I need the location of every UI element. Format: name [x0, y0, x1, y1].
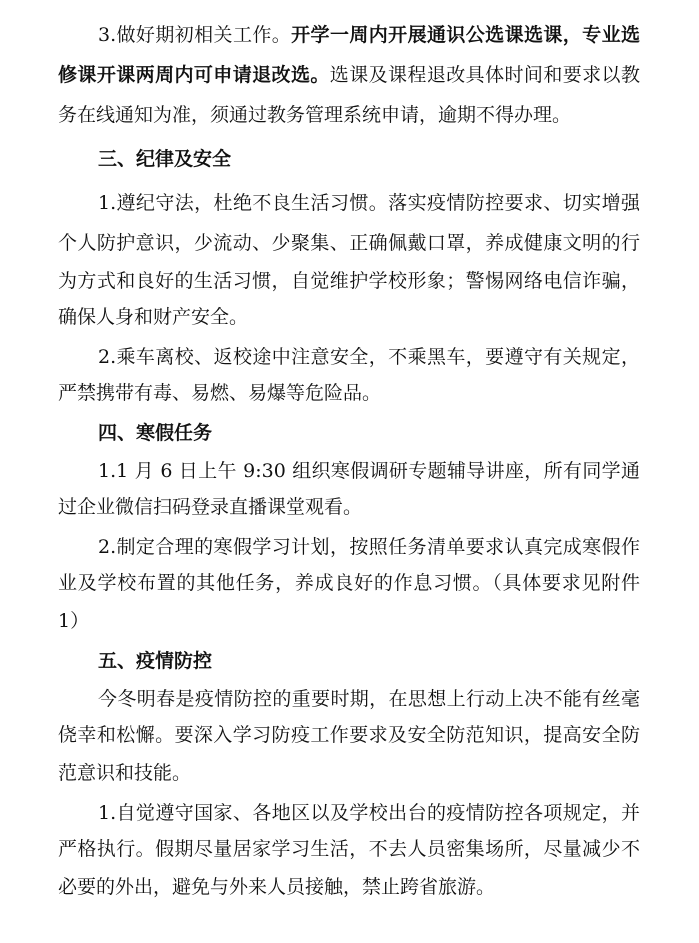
section-heading: 三、纪律及安全 — [98, 148, 232, 170]
paragraph-line: 2.制定合理的寒假学习计划，按照任务清单要求认真完成寒假作 — [98, 536, 640, 558]
section-heading: 五、疫情防控 — [98, 650, 213, 672]
bold-text: 修课开课两周内可申请退改选。 — [58, 64, 330, 86]
paragraph-line: 1.自觉遵守国家、各地区以及学校出台的疫情防控各项规定，并 — [98, 802, 640, 824]
item-text: 选课及课程退改具体时间和要求以教 — [329, 64, 640, 86]
paragraph-line — [58, 62, 640, 88]
paragraph-line: 业及学校布置的其他任务，养成良好的作息习惯。（具体要求见附件 — [58, 572, 640, 594]
paragraph-line — [98, 22, 640, 48]
bold-text: 开学一周内开展通识公选课选课，专业选 — [291, 24, 640, 46]
paragraph-line: 确保人身和财产安全。 — [58, 306, 249, 328]
section-heading: 四、寒假任务 — [98, 422, 213, 444]
paragraph-line: 1.1 月 6 日上午 9:30 组织寒假调研专题辅导讲座，所有同学通 — [98, 460, 640, 482]
paragraph-line: 严禁携带有毒、易燃、易爆等危险品。 — [58, 382, 382, 404]
paragraph-line: 必要的外出，避免与外来人员接触，禁止跨省旅游。 — [58, 876, 496, 898]
paragraph-line: 2.乘车离校、返校途中注意安全，不乘黑车，要遵守有关规定， — [98, 346, 640, 368]
paragraph-line: 个人防护意识，少流动、少聚集、正确佩戴口罩，养成健康文明的行 — [58, 232, 640, 254]
item-text: 3.做好期初相关工作。 — [98, 24, 292, 46]
paragraph-line: 范意识和技能。 — [58, 762, 192, 784]
paragraph-line: 侥幸和松懈。要深入学习防疫工作要求及安全防范知识，提高安全防 — [58, 724, 640, 746]
paragraph-line: 严格执行。假期尽量居家学习生活，不去人员密集场所，尽量减少不 — [58, 838, 640, 860]
paragraph-line: 1） — [58, 610, 90, 632]
paragraph-line: 今冬明春是疫情防控的重要时期，在思想上行动上决不能有丝毫 — [98, 688, 640, 710]
paragraph-line: 务在线通知为准，须通过教务管理系统申请，逾期不得办理。 — [58, 104, 572, 126]
paragraph-line: 为方式和良好的生活习惯，自觉维护学校形象；警惕网络电信诈骗， — [58, 270, 640, 292]
paragraph-line: 过企业微信扫码登录直播课堂观看。 — [58, 496, 363, 518]
paragraph-line: 1.遵纪守法，杜绝不良生活习惯。落实疫情防控要求、切实增强 — [98, 192, 640, 214]
